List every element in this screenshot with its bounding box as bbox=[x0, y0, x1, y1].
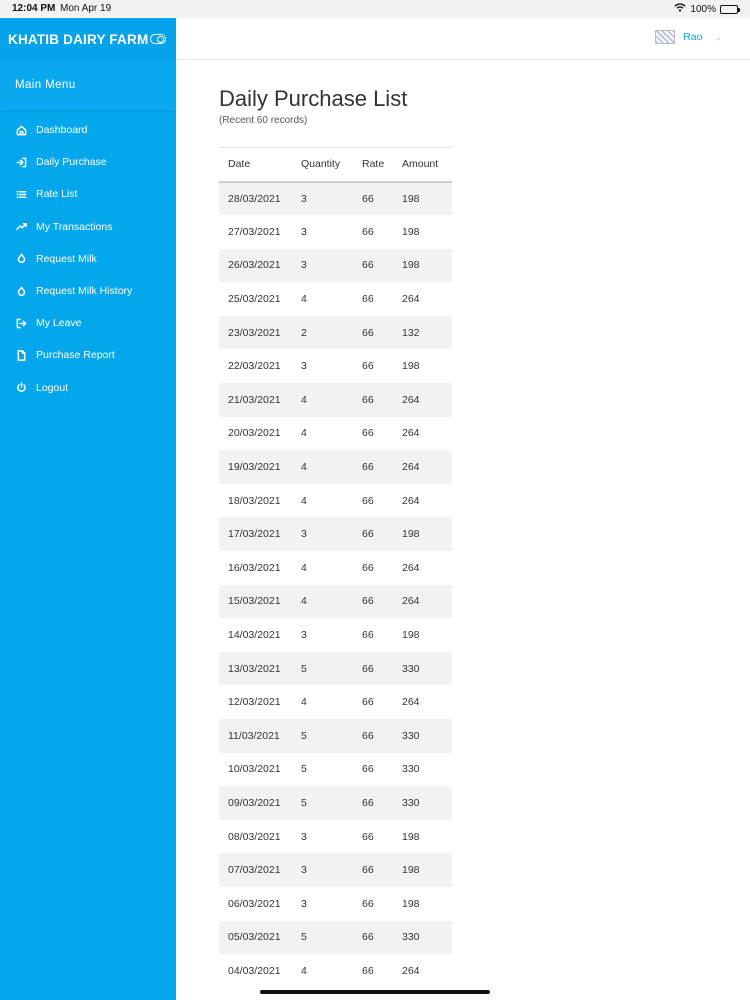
cell-rate: 66 bbox=[362, 595, 374, 608]
cell-amount: 198 bbox=[402, 864, 420, 877]
sidebar-item-request-milk[interactable] bbox=[0, 243, 176, 275]
cell-date: 22/03/2021 bbox=[228, 360, 281, 373]
cell-amount: 198 bbox=[402, 830, 420, 843]
menu-header: Main Menu bbox=[0, 60, 176, 110]
cell-quantity: 4 bbox=[301, 427, 307, 440]
cell-quantity: 3 bbox=[301, 259, 307, 272]
cell-quantity: 4 bbox=[301, 393, 307, 406]
avatar bbox=[655, 30, 675, 44]
cell-quantity: 3 bbox=[301, 830, 307, 843]
cell-quantity: 3 bbox=[301, 629, 307, 642]
droplet-icon bbox=[15, 285, 27, 297]
table-row bbox=[219, 450, 452, 484]
cell-quantity: 3 bbox=[301, 360, 307, 373]
sidebar-item-rate-list[interactable] bbox=[0, 178, 176, 210]
cell-quantity: 5 bbox=[301, 796, 307, 809]
cell-date: 04/03/2021 bbox=[228, 964, 281, 977]
sidebar-item-request-milk-history[interactable] bbox=[0, 275, 176, 307]
brand-title: KHATIB DAIRY FARM bbox=[8, 31, 149, 47]
cell-rate: 66 bbox=[362, 696, 374, 709]
cell-date: 13/03/2021 bbox=[228, 662, 281, 675]
cell-rate: 66 bbox=[362, 326, 374, 339]
cell-quantity: 4 bbox=[301, 293, 307, 306]
column-header-rate: Rate bbox=[362, 158, 385, 171]
cell-amount: 330 bbox=[402, 931, 420, 944]
sidebar-item-dashboard[interactable] bbox=[0, 114, 176, 146]
cell-amount: 264 bbox=[402, 964, 420, 977]
cell-rate: 66 bbox=[362, 494, 374, 507]
cell-date: 08/03/2021 bbox=[228, 830, 281, 843]
table-row bbox=[219, 753, 452, 787]
cell-rate: 66 bbox=[362, 763, 374, 776]
sidebar-item-label: Logout bbox=[36, 381, 69, 394]
cell-date: 27/03/2021 bbox=[228, 225, 281, 238]
table-row bbox=[219, 551, 452, 585]
cell-quantity: 5 bbox=[301, 729, 307, 742]
sidebar-item-label: Request Milk History bbox=[36, 285, 133, 298]
status-bar bbox=[0, 0, 750, 18]
cell-date: 18/03/2021 bbox=[228, 494, 281, 507]
cell-amount: 264 bbox=[402, 393, 420, 406]
cell-amount: 330 bbox=[402, 763, 420, 776]
cell-rate: 66 bbox=[362, 427, 374, 440]
cell-date: 11/03/2021 bbox=[228, 729, 280, 742]
list-icon bbox=[15, 188, 27, 200]
cell-amount: 198 bbox=[402, 225, 420, 238]
file-icon bbox=[15, 349, 27, 361]
page-subtitle: (Recent 60 records) bbox=[219, 115, 308, 126]
cell-date: 16/03/2021 bbox=[228, 561, 281, 574]
sidebar-item-logout[interactable] bbox=[0, 372, 176, 404]
table-row bbox=[219, 215, 452, 249]
cell-date: 21/03/2021 bbox=[228, 393, 281, 406]
table-row bbox=[219, 282, 452, 316]
logout-icon bbox=[15, 317, 27, 329]
cell-quantity: 4 bbox=[301, 696, 307, 709]
purchase-table-wrap bbox=[219, 147, 452, 988]
cell-quantity: 3 bbox=[301, 192, 307, 205]
sidebar-item-label: Dashboard bbox=[36, 124, 88, 137]
cell-quantity: 3 bbox=[301, 225, 307, 238]
cell-rate: 66 bbox=[362, 629, 374, 642]
cell-amount: 198 bbox=[402, 360, 420, 373]
table-row bbox=[219, 685, 452, 719]
cell-quantity: 4 bbox=[301, 561, 307, 574]
cell-amount: 264 bbox=[402, 561, 420, 574]
cell-rate: 66 bbox=[362, 360, 374, 373]
brand-bar bbox=[0, 18, 176, 60]
sidebar-item-my-leave[interactable] bbox=[0, 307, 176, 339]
battery-icon bbox=[720, 5, 738, 14]
cell-amount: 264 bbox=[402, 293, 420, 306]
cell-amount: 330 bbox=[402, 729, 420, 742]
cell-date: 06/03/2021 bbox=[228, 897, 281, 910]
cell-quantity: 2 bbox=[301, 326, 307, 339]
table-row bbox=[219, 719, 452, 753]
table-row bbox=[219, 417, 452, 451]
purchase-table bbox=[219, 147, 452, 988]
power-icon bbox=[15, 382, 27, 394]
cell-rate: 66 bbox=[362, 393, 374, 406]
status-time: 12:04 PM bbox=[12, 3, 56, 14]
column-header-quantity: Quantity bbox=[301, 158, 341, 171]
cell-amount: 132 bbox=[402, 326, 420, 339]
cell-date: 07/03/2021 bbox=[228, 864, 281, 877]
cell-date: 12/03/2021 bbox=[228, 696, 281, 709]
cell-quantity: 3 bbox=[301, 897, 307, 910]
sidebar-item-label: My Transactions bbox=[36, 220, 113, 233]
table-row bbox=[219, 517, 452, 551]
user-menu[interactable] bbox=[655, 30, 722, 44]
table-row bbox=[219, 182, 452, 216]
cell-date: 28/03/2021 bbox=[228, 192, 281, 205]
cell-amount: 198 bbox=[402, 528, 420, 541]
table-row bbox=[219, 585, 452, 619]
sidebar bbox=[0, 18, 176, 1000]
table-body bbox=[219, 182, 452, 988]
cell-rate: 66 bbox=[362, 528, 374, 541]
cell-quantity: 4 bbox=[301, 964, 307, 977]
cell-amount: 264 bbox=[402, 494, 420, 507]
droplet-icon bbox=[15, 253, 27, 265]
battery-percent: 100% bbox=[690, 3, 716, 15]
status-date: Mon Apr 19 bbox=[60, 3, 112, 14]
cell-amount: 198 bbox=[402, 629, 420, 642]
cell-rate: 66 bbox=[362, 830, 374, 843]
cell-date: 14/03/2021 bbox=[228, 629, 281, 642]
home-indicator bbox=[260, 990, 490, 994]
cell-rate: 66 bbox=[362, 225, 374, 238]
table-row bbox=[219, 249, 452, 283]
cell-date: 15/03/2021 bbox=[228, 595, 281, 608]
table-row bbox=[219, 316, 452, 350]
page-title: Daily Purchase List bbox=[219, 86, 408, 111]
cell-amount: 330 bbox=[402, 662, 420, 675]
toggle-icon[interactable] bbox=[150, 34, 166, 44]
cell-rate: 66 bbox=[362, 931, 374, 944]
chevron-down-icon: ⌄ bbox=[714, 31, 722, 42]
cell-rate: 66 bbox=[362, 964, 374, 977]
cell-amount: 198 bbox=[402, 259, 420, 272]
cell-amount: 264 bbox=[402, 427, 420, 440]
table-row bbox=[219, 954, 452, 988]
table-row bbox=[219, 887, 452, 921]
cell-amount: 264 bbox=[402, 595, 420, 608]
cell-date: 09/03/2021 bbox=[228, 796, 281, 809]
home-icon bbox=[15, 124, 27, 136]
login-icon bbox=[15, 156, 27, 168]
cell-quantity: 4 bbox=[301, 494, 307, 507]
main-menu bbox=[0, 110, 176, 404]
cell-date: 26/03/2021 bbox=[228, 259, 281, 272]
cell-quantity: 3 bbox=[301, 864, 307, 877]
user-name: Rao bbox=[683, 31, 703, 43]
cell-rate: 66 bbox=[362, 729, 374, 742]
cell-rate: 66 bbox=[362, 192, 374, 205]
cell-rate: 66 bbox=[362, 796, 374, 809]
status-indicators bbox=[674, 3, 738, 15]
cell-amount: 198 bbox=[402, 897, 420, 910]
cell-amount: 330 bbox=[402, 796, 420, 809]
column-header-date: Date bbox=[228, 158, 251, 171]
table-row bbox=[219, 921, 452, 955]
table-row bbox=[219, 820, 452, 854]
cell-rate: 66 bbox=[362, 561, 374, 574]
cell-rate: 66 bbox=[362, 259, 374, 272]
sidebar-item-label: My Leave bbox=[36, 317, 82, 330]
cell-amount: 264 bbox=[402, 461, 420, 474]
cell-date: 20/03/2021 bbox=[228, 427, 281, 440]
sidebar-item-purchase-report[interactable] bbox=[0, 339, 176, 371]
sidebar-item-label: Daily Purchase bbox=[36, 156, 107, 169]
main-content bbox=[176, 60, 750, 1000]
sidebar-item-my-transactions[interactable] bbox=[0, 211, 176, 243]
trending-up-icon bbox=[15, 221, 27, 233]
cell-quantity: 4 bbox=[301, 461, 307, 474]
cell-amount: 264 bbox=[402, 696, 420, 709]
table-header-row bbox=[219, 148, 452, 182]
cell-quantity: 5 bbox=[301, 763, 307, 776]
cell-date: 10/03/2021 bbox=[228, 763, 281, 776]
cell-rate: 66 bbox=[362, 864, 374, 877]
sidebar-item-daily-purchase[interactable] bbox=[0, 146, 176, 178]
cell-quantity: 4 bbox=[301, 595, 307, 608]
cell-date: 25/03/2021 bbox=[228, 293, 281, 306]
table-row bbox=[219, 652, 452, 686]
table-row bbox=[219, 786, 452, 820]
cell-date: 23/03/2021 bbox=[228, 326, 281, 339]
table-row bbox=[219, 383, 452, 417]
cell-quantity: 5 bbox=[301, 931, 307, 944]
table-row bbox=[219, 484, 452, 518]
cell-rate: 66 bbox=[362, 461, 374, 474]
sidebar-item-label: Request Milk bbox=[36, 252, 97, 265]
cell-rate: 66 bbox=[362, 662, 374, 675]
wifi-icon bbox=[674, 3, 686, 15]
cell-date: 17/03/2021 bbox=[228, 528, 281, 541]
sidebar-item-label: Rate List bbox=[36, 188, 78, 201]
cell-amount: 198 bbox=[402, 192, 420, 205]
cell-date: 05/03/2021 bbox=[228, 931, 281, 944]
table-row bbox=[219, 349, 452, 383]
cell-date: 19/03/2021 bbox=[228, 461, 281, 474]
sidebar-item-label: Purchase Report bbox=[36, 349, 115, 362]
table-row bbox=[219, 618, 452, 652]
cell-rate: 66 bbox=[362, 293, 374, 306]
top-header bbox=[176, 18, 750, 60]
column-header-amount: Amount bbox=[402, 158, 439, 171]
cell-quantity: 3 bbox=[301, 528, 307, 541]
table-row bbox=[219, 853, 452, 887]
cell-rate: 66 bbox=[362, 897, 374, 910]
cell-quantity: 5 bbox=[301, 662, 307, 675]
